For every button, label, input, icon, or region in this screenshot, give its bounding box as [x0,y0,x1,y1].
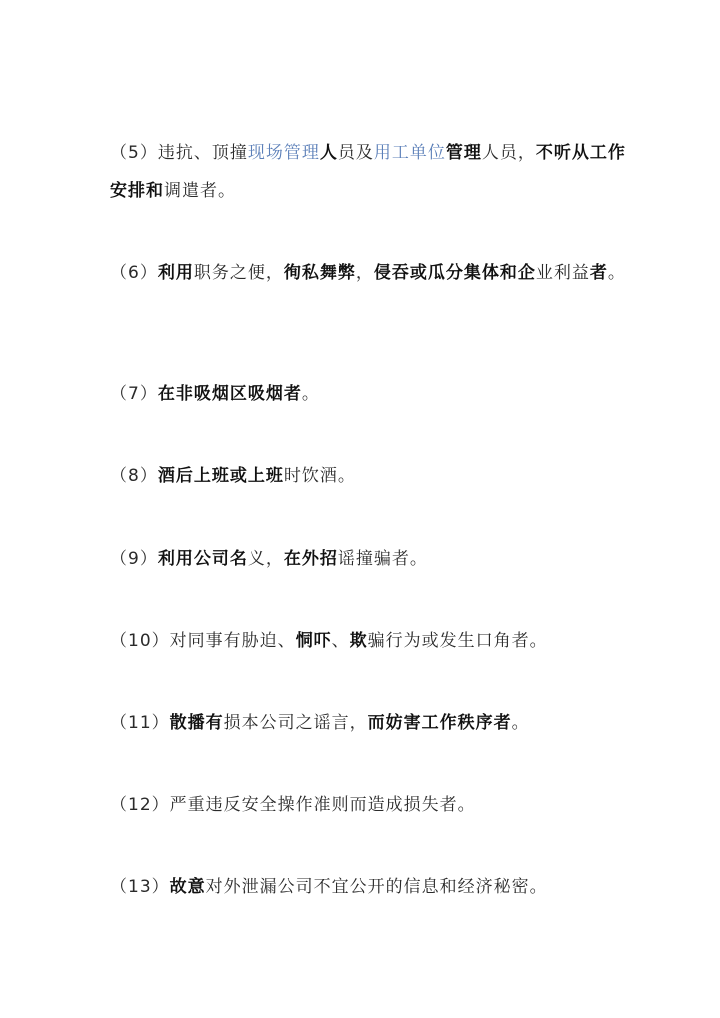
text-segment: 徇私舞弊 [283,263,356,283]
text-segment: （6） [110,263,158,283]
text-segment: （12） [110,795,170,815]
text-segment: 严重违反安全操作准则而造成损失者。 [169,795,476,815]
text-segment: 谣撞骗者。 [337,549,428,569]
text-segment: 业利益 [535,263,590,283]
text-segment: 人员， [481,143,536,163]
text-segment: 现场管理 [247,143,320,163]
text-segment: 。 [511,713,530,733]
text-segment: 骗行为或发生口角者。 [367,631,548,651]
text-segment: 在非吸烟区吸烟者 [157,384,302,404]
text-segment: 侵吞或瓜分集体和企 [373,263,536,283]
text-segment: 欺 [349,631,368,651]
text-segment: 散播有 [169,713,224,733]
text-segment: （11） [110,713,170,733]
text-segment: （9） [110,549,158,569]
text-segment: ， [355,263,374,283]
text-segment: 职务之便， [193,263,284,283]
text-segment: 管理 [445,143,482,163]
text-segment: 时饮酒。 [283,466,356,486]
text-segment: 调遣者。 [164,181,236,201]
text-segment: 损本公司之谣言， [223,713,368,733]
text-segment: 义， [247,549,284,569]
paragraph-9 [110,540,630,578]
text-segment: （8） [110,466,158,486]
text-segment: （10） [110,631,170,651]
paragraph-10 [110,622,630,660]
text-segment: 对外泄漏公司不宜公开的信息和经济秘密。 [205,877,548,897]
paragraph-6 [110,254,630,292]
text-segment: 利用 [157,263,194,283]
text-segment: 在外招 [283,549,338,569]
paragraph-8 [110,457,630,495]
text-segment: 恫吓 [295,631,332,651]
text-segment: 。 [301,384,320,404]
text-segment: 不听从工作安排和 [110,143,626,201]
text-segment: 违抗、顶撞 [157,143,248,163]
paragraph-12 [110,786,630,824]
paragraph-7 [110,375,630,413]
text-segment: 酒后上班或上班 [157,466,284,486]
text-segment: （13） [110,877,170,897]
paragraph-13 [110,868,630,906]
text-segment: 故意 [169,877,206,897]
text-segment: （7） [110,384,158,404]
paragraph-5 [110,134,630,210]
text-segment: 、 [331,631,350,651]
text-segment: 员及 [337,143,374,163]
text-segment: 利用公司名 [157,549,248,569]
text-segment: （5） [110,143,158,163]
text-segment: 。 [607,263,626,283]
text-segment: 人 [319,143,338,163]
paragraph-11 [110,704,630,742]
text-segment: 而妨害工作秩序者 [367,713,512,733]
text-segment: 者 [589,263,608,283]
text-segment: 对同事有胁迫、 [169,631,296,651]
text-segment: 用工单位 [373,143,446,163]
